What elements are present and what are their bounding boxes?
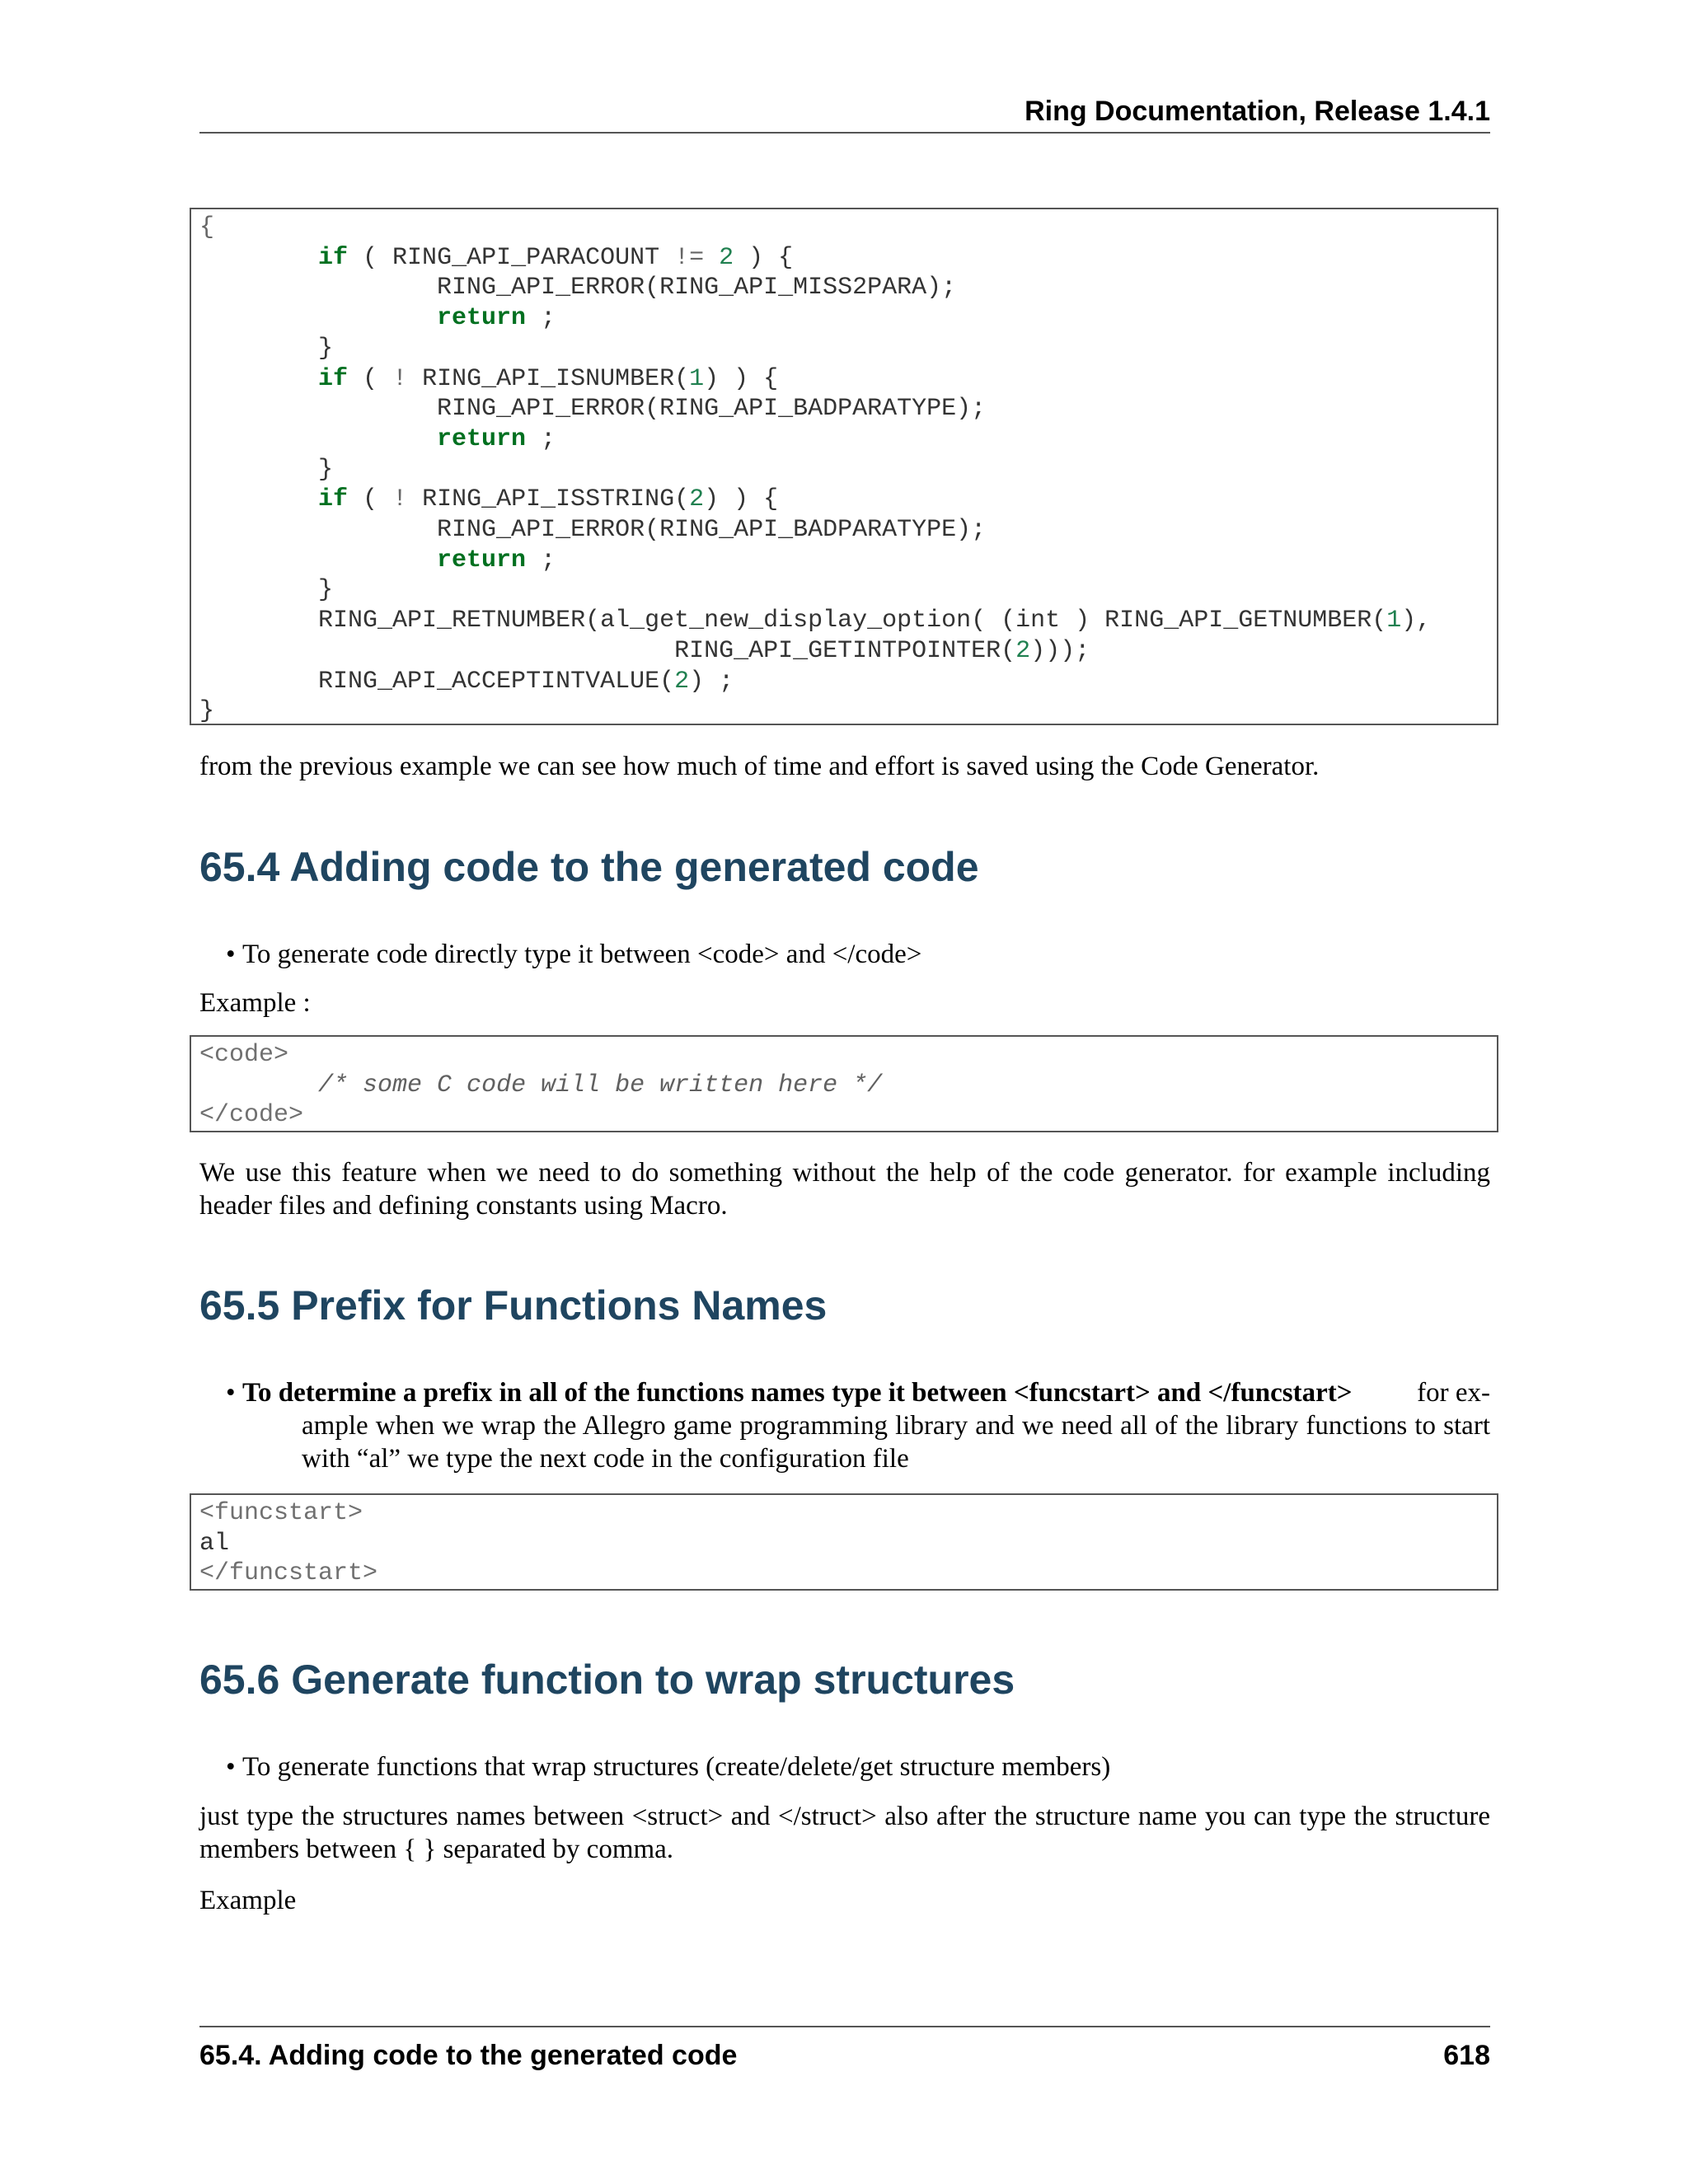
code-token: <funcstart>: [199, 1499, 363, 1527]
bullet-dot: •: [226, 940, 236, 969]
code-token: 1: [689, 364, 705, 393]
code-token: 2: [1015, 636, 1031, 665]
code-token: [199, 425, 437, 453]
code-token: [199, 485, 318, 513]
code-line: [199, 425, 556, 453]
code-token: {: [199, 213, 215, 241]
code-line: [199, 1101, 303, 1129]
code-token: RING_API_ERROR(RING_API_MISS2PARA);: [199, 274, 957, 302]
code-block-code-tag: [190, 1035, 1498, 1132]
bullet-dot: •: [226, 1752, 236, 1782]
code-token: [199, 365, 318, 393]
code-block-api-example: [190, 208, 1498, 725]
code-token: [199, 1071, 318, 1099]
bullet-definition: ample when we wrap the Allegro game programming library and we need all of the library functions to start with “al” we type the next code in the configuration file: [302, 1411, 1490, 1474]
code-token: !: [392, 485, 408, 514]
bullet-generate-code: [226, 938, 1490, 971]
bullet-dot: •: [226, 1378, 236, 1408]
code-token: 2: [719, 243, 734, 272]
code-block-funcstart: [190, 1493, 1498, 1591]
code-line: [199, 244, 793, 272]
code-token: ( RING_API_PARACOUNT: [348, 243, 675, 272]
code-line: [199, 697, 214, 725]
code-token: 2: [674, 667, 690, 696]
code-token: RING_API_RETNUMBER(al_get_new_display_option( (int ) RING_API_GETNUMBER(: [199, 607, 1387, 635]
code-token: </code>: [199, 1101, 304, 1130]
section-heading-65-5: 65.5 Prefix for Functions Names: [199, 1282, 828, 1329]
bullet-def-start: for ex-: [1417, 1378, 1490, 1408]
code-line: [199, 1071, 882, 1099]
code-line: [199, 274, 956, 302]
bullet-wrap-structures: [226, 1750, 1490, 1783]
paragraph-struct-usage: just type the structures names between <struct> and </struct> also after the structure name you can type the structure members between { } separated by comma.: [199, 1802, 1490, 1864]
code-line: [199, 1559, 377, 1587]
code-token: ;: [526, 546, 556, 574]
code-line: [199, 395, 986, 423]
paragraph-code-feature: We use this feature when we need to do something without the help of the code generator. for example including header files and defining constants using Macro.: [199, 1158, 1490, 1221]
code-token: RING_API_ACCEPTINTVALUE(: [199, 667, 675, 696]
bullet-text: To generate functions that wrap structures (create/delete/get structure members): [242, 1752, 1111, 1782]
code-line: [199, 607, 1431, 635]
code-token: !: [392, 364, 408, 393]
code-token: [199, 244, 318, 272]
code-token: )));: [1030, 636, 1090, 665]
code-token: return: [437, 304, 527, 333]
code-token: if: [318, 243, 349, 272]
code-token: }: [199, 455, 334, 484]
code-token: [704, 244, 719, 272]
section-heading-65-6: 65.6 Generate function to wrap structures: [199, 1657, 1015, 1703]
code-token: (: [348, 364, 393, 393]
code-line: [199, 456, 333, 484]
code-line: [199, 1499, 363, 1527]
code-token: (: [348, 485, 393, 514]
code-token: RING_API_ERROR(RING_API_BADPARATYPE);: [199, 516, 987, 545]
code-token: ) ;: [689, 667, 734, 696]
code-token: }: [199, 576, 334, 605]
code-token: return: [437, 546, 527, 574]
page-header: [199, 92, 1490, 134]
bullet-term: To determine a prefix in all of the functions names type it between <funcstart> and </funcstart>: [242, 1378, 1353, 1408]
code-token: ) ) {: [704, 485, 779, 514]
code-token: al: [199, 1529, 230, 1558]
paragraph-code-generator-savings: from the previous example we can see how much of time and effort is saved using the Code Generator.: [199, 752, 1320, 781]
code-line: [199, 335, 333, 363]
code-token: }: [199, 697, 215, 725]
code-line: [199, 365, 778, 393]
code-token: [199, 304, 437, 332]
code-token: ) ) {: [704, 364, 779, 393]
code-line: [199, 637, 1090, 665]
code-token: 2: [689, 485, 705, 514]
code-line: [199, 213, 214, 241]
code-token: /* some C code will be written here */: [318, 1071, 883, 1099]
code-token: ;: [526, 424, 556, 453]
code-token: }: [199, 334, 334, 363]
code-token: ) {: [734, 243, 794, 272]
code-token: 1: [1386, 607, 1402, 635]
code-token: ),: [1401, 607, 1432, 635]
code-line: [199, 485, 778, 513]
code-line: [199, 576, 333, 604]
code-token: if: [318, 364, 349, 393]
code-line: [199, 668, 734, 696]
code-token: RING_API_ISNUMBER(: [407, 364, 690, 393]
code-token: RING_API_GETINTPOINTER(: [199, 636, 1016, 665]
footer-section-title: 65.4. Adding code to the generated code: [199, 2040, 738, 2071]
code-token: RING_API_ISSTRING(: [407, 485, 690, 514]
bullet-first-line: [242, 1376, 1490, 1409]
bullet-funcstart-prefix: [226, 1376, 1490, 1475]
bullet-text: To generate code directly type it between <code> and </code>: [242, 940, 922, 969]
section-heading-65-4: 65.4 Adding code to the generated code: [199, 844, 979, 890]
code-token: return: [437, 424, 527, 453]
example-label-65-4: Example :: [199, 988, 311, 1018]
code-line: [199, 546, 556, 574]
code-line: [199, 1530, 229, 1558]
code-token: RING_API_ERROR(RING_API_BADPARATYPE);: [199, 395, 987, 424]
example-label-65-6: Example: [199, 1886, 297, 1915]
code-token: </funcstart>: [199, 1559, 378, 1588]
code-line: [199, 1041, 288, 1069]
code-token: [199, 546, 437, 574]
code-line: [199, 304, 556, 332]
document-title: Ring Documentation, Release 1.4.1: [1025, 96, 1490, 127]
code-line: [199, 516, 986, 544]
code-token: !=: [674, 243, 705, 272]
page-footer: [199, 2026, 1490, 2074]
code-token: <code>: [199, 1041, 289, 1069]
page-number: 618: [1443, 2040, 1490, 2071]
code-token: ;: [526, 304, 556, 333]
code-token: if: [318, 485, 349, 514]
